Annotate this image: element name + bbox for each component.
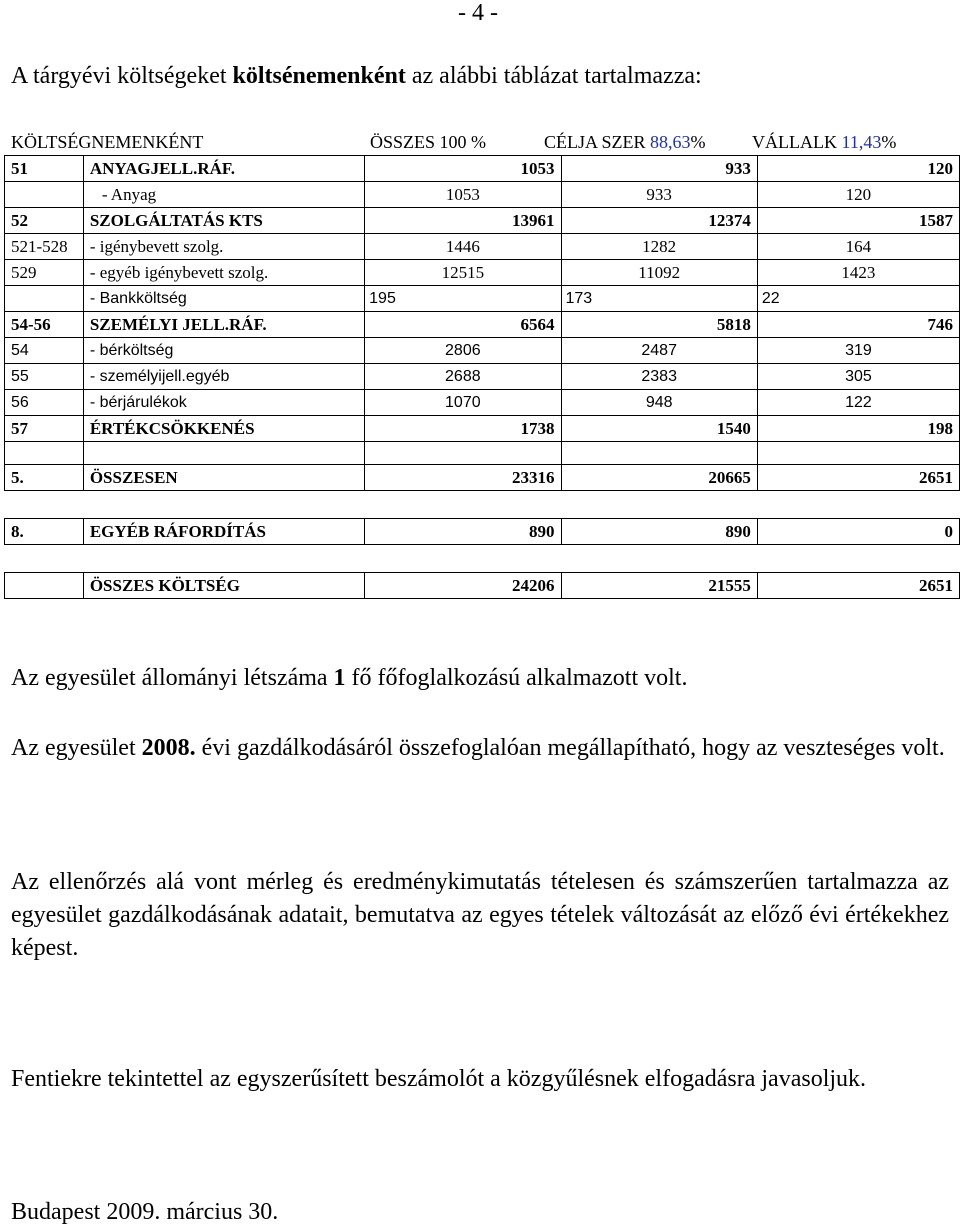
row-name: ÉRTÉKCSÖKKENÉS bbox=[83, 416, 364, 442]
date-line: Budapest 2009. március 30. bbox=[11, 1199, 279, 1225]
row-total: 24206 bbox=[365, 573, 561, 599]
row-code bbox=[5, 182, 84, 208]
row-name: - bérköltség bbox=[83, 338, 364, 364]
row-vallalk: 164 bbox=[757, 234, 959, 260]
row-total: 6564 bbox=[365, 312, 561, 338]
row-vallalk: 1423 bbox=[757, 260, 959, 286]
page-number: - 4 - bbox=[458, 0, 498, 26]
row-celja: 2487 bbox=[561, 338, 757, 364]
row-celja: 11092 bbox=[561, 260, 757, 286]
row-name: - Bankköltség bbox=[83, 286, 364, 312]
table-row bbox=[5, 234, 960, 260]
blank-cell bbox=[83, 442, 364, 465]
table-row-total bbox=[5, 465, 960, 491]
row-vallalk: 22 bbox=[757, 286, 959, 312]
row-total: 1446 bbox=[365, 234, 561, 260]
blank-cell bbox=[757, 442, 959, 465]
table-row bbox=[5, 364, 960, 390]
row-code: 56 bbox=[5, 390, 84, 416]
p2-post: évi gazdálkodásáról összefoglalóan megállapítható, hogy az veszteséges volt. bbox=[195, 735, 945, 761]
row-name: ÖSSZES KÖLTSÉG bbox=[83, 573, 364, 599]
p1-bold: 1 bbox=[333, 665, 346, 691]
row-code: 8. bbox=[5, 519, 84, 545]
row-total: 13961 bbox=[365, 208, 561, 234]
row-vallalk: 2651 bbox=[757, 573, 959, 599]
cost-table bbox=[4, 155, 960, 599]
blank-cell bbox=[365, 442, 561, 465]
gap-cell bbox=[5, 545, 960, 573]
row-name: SZOLGÁLTATÁS KTS bbox=[83, 208, 364, 234]
row-code: 57 bbox=[5, 416, 84, 442]
table-row bbox=[5, 286, 960, 312]
row-code: 51 bbox=[5, 156, 84, 182]
row-total: 1738 bbox=[365, 416, 561, 442]
header-col-costtype: KÖLTSÉGNEMENKÉNT bbox=[11, 132, 204, 152]
row-code: 54-56 bbox=[5, 312, 84, 338]
table-row bbox=[5, 312, 960, 338]
row-celja: 948 bbox=[561, 390, 757, 416]
row-vallalk: 2651 bbox=[757, 465, 959, 491]
row-code: 529 bbox=[5, 260, 84, 286]
header-col-celja: CÉLJA SZER 88,63% bbox=[544, 132, 706, 152]
row-celja: 1282 bbox=[561, 234, 757, 260]
row-vallalk: 120 bbox=[757, 156, 959, 182]
row-celja: 20665 bbox=[561, 465, 757, 491]
intro-bold: költsénemenként bbox=[232, 63, 406, 89]
row-celja: 21555 bbox=[561, 573, 757, 599]
table-header bbox=[11, 132, 956, 154]
table-gap bbox=[5, 545, 960, 573]
row-name: - bérjárulékok bbox=[83, 390, 364, 416]
row-total: 23316 bbox=[365, 465, 561, 491]
table-row bbox=[5, 338, 960, 364]
paragraph-audit: Az ellenőrzés alá vont mérleg és eredménykimutatás tételesen és számszerűen tartalmazza az egyesület gazdálkodásának adatait, bemutatva az egyes tételek változását az előző évi értékekhez képest. bbox=[11, 869, 949, 961]
row-name: SZEMÉLYI JELL.RÁF. bbox=[83, 312, 364, 338]
header-col-vallalk: VÁLLALK 11,43% bbox=[752, 132, 897, 152]
row-name: ÖSSZESEN bbox=[83, 465, 364, 491]
row-celja: 2383 bbox=[561, 364, 757, 390]
row-name: - igénybevett szolg. bbox=[83, 234, 364, 260]
row-vallalk: 0 bbox=[757, 519, 959, 545]
table-row-blank bbox=[5, 442, 960, 465]
table-row-grand-total bbox=[5, 573, 960, 599]
row-celja: 933 bbox=[561, 156, 757, 182]
table-gap bbox=[5, 491, 960, 519]
row-celja: 933 bbox=[561, 182, 757, 208]
table-row bbox=[5, 390, 960, 416]
table-row-other bbox=[5, 519, 960, 545]
row-total: 890 bbox=[365, 519, 561, 545]
row-celja: 173 bbox=[561, 286, 757, 312]
row-total: 2806 bbox=[365, 338, 561, 364]
p2-bold: 2008. bbox=[141, 735, 196, 761]
blank-cell bbox=[5, 442, 84, 465]
intro-pre: A tárgyévi költségeket bbox=[11, 63, 233, 89]
row-name: - Anyag bbox=[83, 182, 364, 208]
table-row bbox=[5, 156, 960, 182]
header-col-total: ÖSSZES 100 % bbox=[370, 132, 487, 152]
row-total: 2688 bbox=[365, 364, 561, 390]
row-celja: 12374 bbox=[561, 208, 757, 234]
p1-post: fő főfoglalkozású alkalmazott volt. bbox=[345, 665, 688, 691]
p1-pre: Az egyesület állományi létszáma bbox=[11, 665, 334, 691]
row-total: 1053 bbox=[365, 182, 561, 208]
row-vallalk: 120 bbox=[757, 182, 959, 208]
row-vallalk: 305 bbox=[757, 364, 959, 390]
row-code: 54 bbox=[5, 338, 84, 364]
row-name: EGYÉB RÁFORDÍTÁS bbox=[83, 519, 364, 545]
row-celja: 1540 bbox=[561, 416, 757, 442]
row-vallalk: 122 bbox=[757, 390, 959, 416]
paragraph-staff bbox=[11, 662, 949, 695]
row-name: ANYAGJELL.RÁF. bbox=[83, 156, 364, 182]
paragraph-recommendation: Fentiekre tekintettel az egyszerűsített beszámolót a közgyűlésnek elfogadásra javasoljuk. bbox=[11, 1066, 867, 1092]
row-vallalk: 319 bbox=[757, 338, 959, 364]
row-name: - egyéb igénybevett szolg. bbox=[83, 260, 364, 286]
paragraph-summary bbox=[11, 732, 949, 765]
intro-text bbox=[11, 63, 702, 90]
row-total: 1053 bbox=[365, 156, 561, 182]
row-celja: 890 bbox=[561, 519, 757, 545]
row-code: 521-528 bbox=[5, 234, 84, 260]
row-name: - személyijell.egyéb bbox=[83, 364, 364, 390]
p2-pre: Az egyesület bbox=[11, 735, 142, 761]
row-code bbox=[5, 286, 84, 312]
row-code: 5. bbox=[5, 465, 84, 491]
table-row bbox=[5, 260, 960, 286]
row-vallalk: 746 bbox=[757, 312, 959, 338]
row-code: 55 bbox=[5, 364, 84, 390]
row-total: 1070 bbox=[365, 390, 561, 416]
table-row bbox=[5, 416, 960, 442]
row-total: 12515 bbox=[365, 260, 561, 286]
row-code: 52 bbox=[5, 208, 84, 234]
gap-cell bbox=[5, 491, 960, 519]
row-code bbox=[5, 573, 84, 599]
table-row bbox=[5, 182, 960, 208]
table-row bbox=[5, 208, 960, 234]
row-total: 195 bbox=[365, 286, 561, 312]
row-vallalk: 1587 bbox=[757, 208, 959, 234]
blank-cell bbox=[561, 442, 757, 465]
row-vallalk: 198 bbox=[757, 416, 959, 442]
intro-post: az alábbi táblázat tartalmazza: bbox=[405, 63, 702, 89]
row-celja: 5818 bbox=[561, 312, 757, 338]
